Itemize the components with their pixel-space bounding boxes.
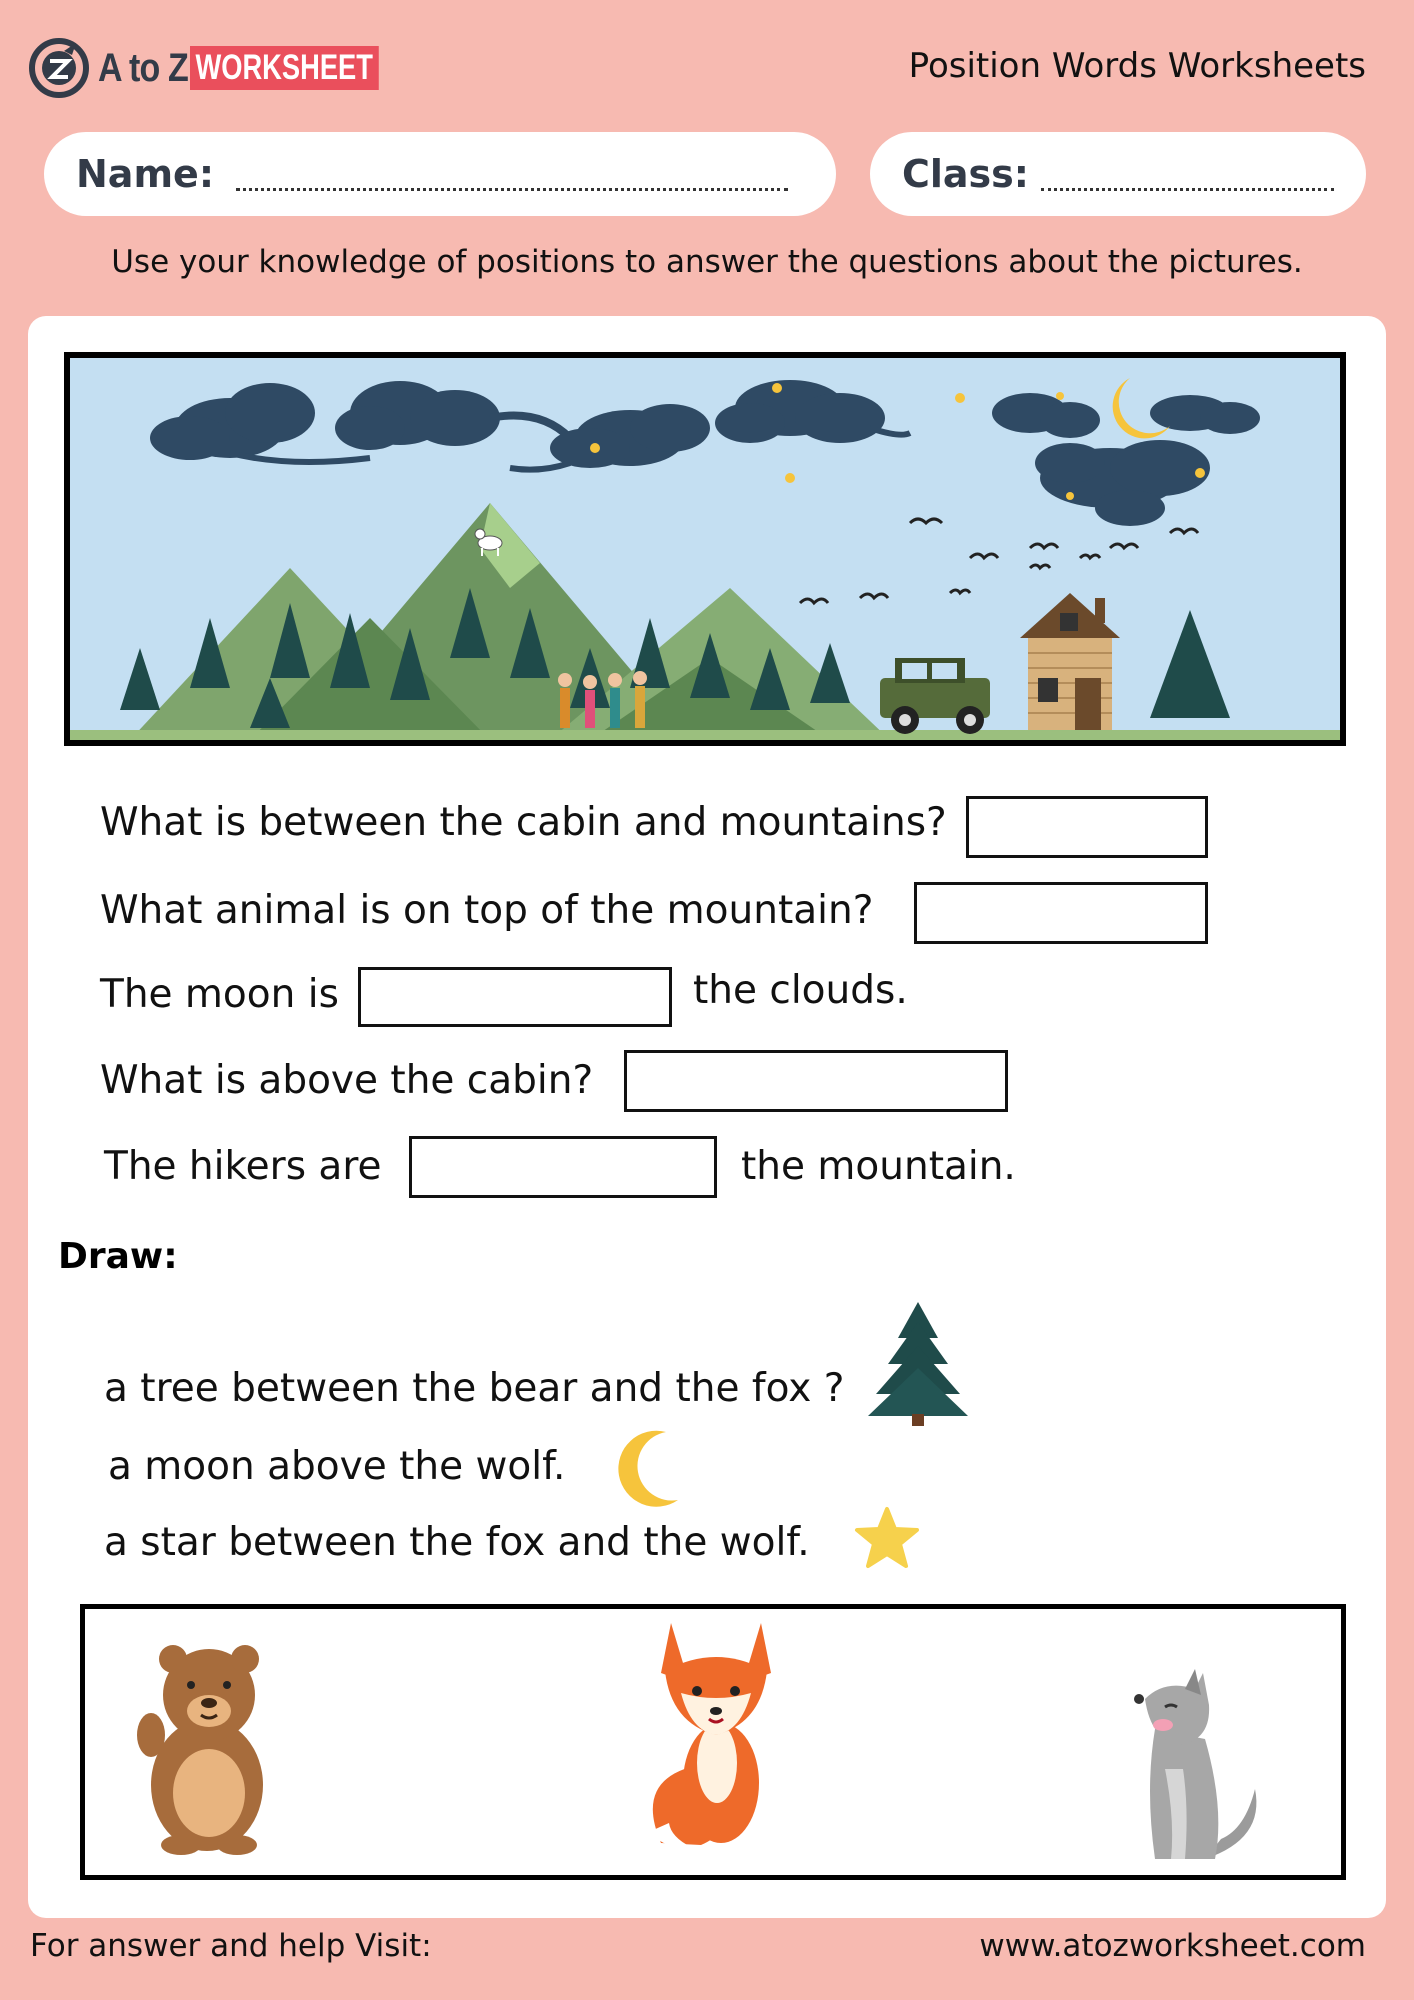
landscape-illustration <box>70 358 1340 740</box>
tree-icon <box>864 1298 972 1428</box>
animals-box <box>80 1604 1346 1880</box>
class-field[interactable] <box>870 132 1366 216</box>
answer-box-2[interactable] <box>914 882 1208 944</box>
star-icon <box>854 1506 920 1570</box>
fox-icon <box>641 1613 791 1853</box>
birds-icon <box>800 519 1198 603</box>
question-5-end: the mountain. <box>741 1144 1016 1189</box>
answer-box-4[interactable] <box>624 1050 1008 1112</box>
jeep-icon <box>880 658 990 734</box>
name-field[interactable] <box>44 132 836 216</box>
moon-icon <box>616 1428 686 1508</box>
draw-heading: Draw: <box>58 1236 178 1277</box>
brand-logo <box>28 36 431 100</box>
question-5-start: The hikers are <box>104 1144 382 1189</box>
logo-mark-icon <box>28 37 90 99</box>
footer-website-link[interactable]: www.atozworksheet.com <box>979 1928 1366 1964</box>
class-dotted-line[interactable] <box>1041 157 1334 191</box>
answer-box-1[interactable] <box>966 796 1208 858</box>
question-4: What is above the cabin? <box>100 1058 594 1103</box>
clouds-icon <box>150 380 1260 526</box>
logo-text: A to Z <box>98 45 188 90</box>
instructions: Use your knowledge of positions to answer the questions about the pictures. <box>111 244 1303 280</box>
class-label: Class: <box>902 152 1029 196</box>
landscape-scene <box>64 352 1346 746</box>
logo-worksheet-badge: WORKSHEET <box>190 46 378 90</box>
question-2: What animal is on top of the mountain? <box>100 888 874 933</box>
name-label: Name: <box>76 152 215 196</box>
wolf-icon <box>1125 1669 1265 1869</box>
cabin-icon <box>1020 593 1120 730</box>
name-dotted-line[interactable] <box>236 157 788 191</box>
draw-item-1: a tree between the bear and the fox ? <box>104 1366 845 1411</box>
draw-item-2: a moon above the wolf. <box>108 1444 566 1489</box>
draw-item-3: a star between the fox and the wolf. <box>104 1520 810 1565</box>
question-3-end: the clouds. <box>693 968 908 1013</box>
bear-icon <box>137 1645 277 1855</box>
question-3-start: The moon is <box>100 972 339 1017</box>
answer-box-3[interactable] <box>358 967 672 1027</box>
footer-help-text: For answer and help Visit: <box>30 1928 432 1964</box>
question-1: What is between the cabin and mountains? <box>100 800 947 845</box>
page-title: Position Words Worksheets <box>908 46 1366 86</box>
worksheet-card <box>28 316 1386 1918</box>
answer-box-5[interactable] <box>409 1136 717 1198</box>
